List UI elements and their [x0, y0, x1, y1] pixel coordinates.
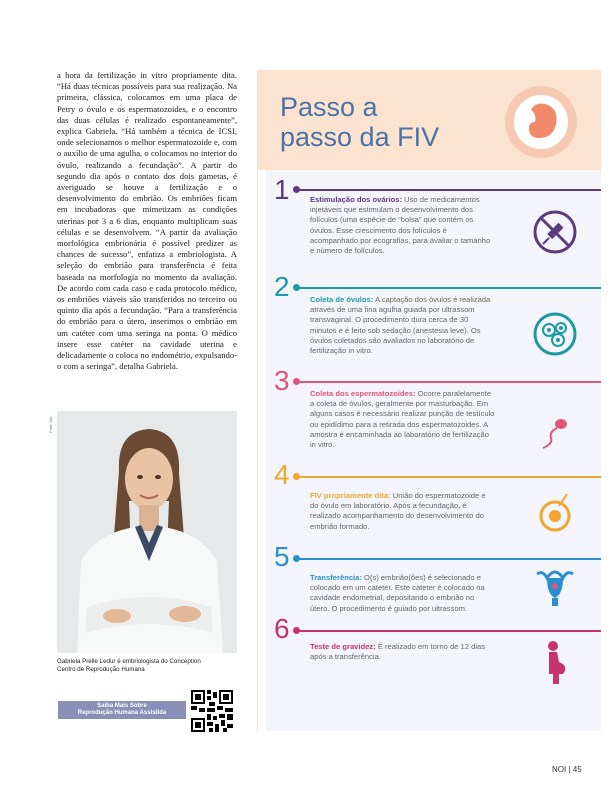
- step-title: Coleta dos espermatozoides:: [310, 389, 416, 398]
- infobox-title-line-2: passo da FIV: [280, 122, 440, 152]
- sperm-icon: [531, 406, 579, 454]
- step-description: Ocorre paralelamente a coleta de óvulos, geralmente por masturbação. Em alguns casos é necessário realizar punção de testículo ou epidídimo para a retirada dos espermatozoides. A amostra é encaminhada ao laboratório de fertilização in vitro.: [310, 389, 495, 450]
- egg-cells-icon: [531, 310, 579, 358]
- step-text: [310, 573, 495, 614]
- step-description: É realizado em torno de 12 dias após a transferência.: [310, 642, 486, 662]
- infobox-title-line-1: Passo a: [280, 92, 378, 122]
- step-text: [310, 295, 495, 356]
- step-number: 3: [274, 365, 290, 396]
- woman-portrait-illustration: [57, 411, 237, 653]
- infobox-title: [280, 92, 439, 152]
- step-text: [310, 491, 495, 532]
- step-title: FIV propriamente dita:: [310, 491, 391, 500]
- step-dot: [293, 627, 300, 634]
- step-divider: [294, 381, 601, 383]
- infobox-header: [258, 70, 601, 170]
- step-description: O(s) embrião(ões) é selecionado e colocado em um cateter. Este cateter é colocado na cavidade endometrial, depositando o embrião no útero. O procedimento é guiado por ultrassom.: [310, 573, 485, 613]
- article-body-text: a hora da fertilização in vitro propriamente dita. “Há duas técnicas possíveis para sua realização. Na primeira, clássica, colocamos em uma placa de Petry o óvulo e os espermatozoides, e o encontro das duas células é realizado espontaneamente”, explica Gabriela. “Há também a técnica de ICSI, onde selecionamos o melhor espermatozoide e, com o auxílio de uma agulha, o colocamos no interior do óvulo, realizando a fecundação”. A partir do segundo dia após o contato dos dois gametas, é averiguado se houve a fertilização e o desenvolvimento do embrião. Os embriões ficam em incubadoras que mimetizam as condições uterinas por 3 a 6 dias, enquanto multiplicam suas células e se desenvolvem. “A partir da avaliação morfológica embrionária é possível predizer as chances de sucesso”, enfatiza a embriologista. A seleção do embrião para transferência é feita baseada na morfologia no momento da avaliação. De acordo com cada caso e cada protocolo médico, os embriões viáveis são transferidos no terceiro ou quinto dia após a fecundação. “Para a transferência do embrião para o útero, inserimos o embrião em um catéter com uma seringa na ponta. O médico insere esse catéter na cavidade uterina e delicadamente o coloca no endométrio, expulsando-o com a seringa”, detalha Gabriela.: [57, 70, 237, 372]
- step-number: 5: [274, 541, 290, 572]
- step-text: [310, 195, 495, 256]
- qr-label: [58, 701, 186, 719]
- step-divider: [294, 558, 601, 560]
- photo-credit: Foto: Div.: [48, 416, 53, 433]
- step-description: A captação dos óvulos é realizada através de uma fina agulha guiada por ultrassom transvaginal. O procedimento dura cerca de 30 minutos e é feito sob sedação (anestesia leve). Os óvulos coletados são avaliados no laboratório de fertilização in vitro.: [310, 295, 491, 356]
- step-text: [310, 389, 495, 450]
- qr-label-line-2: Reprodução Humana Assistida: [77, 710, 167, 716]
- step-divider: [294, 476, 601, 478]
- step-dot: [293, 473, 300, 480]
- step-dot: [293, 284, 300, 291]
- fertilized-egg-icon: [531, 490, 579, 538]
- step-title: Coleta de óvulos:: [310, 295, 374, 304]
- step-number: 1: [274, 174, 290, 205]
- caption-line-1: Gabriela Prelle Ledur é embriologista do Conception: [57, 658, 201, 665]
- no-injection-icon: [531, 208, 579, 256]
- uterus-icon: [531, 564, 579, 612]
- step-dot: [293, 186, 300, 193]
- step-text: [310, 642, 495, 662]
- step-dot: [293, 555, 300, 562]
- step-number: 6: [274, 613, 290, 644]
- step-title: Transferência:: [310, 573, 362, 582]
- step-divider: [294, 287, 601, 289]
- step-divider: [294, 189, 601, 191]
- step-number: 2: [274, 271, 290, 302]
- pregnant-woman-icon: [531, 638, 579, 686]
- embryo-icon: [501, 82, 581, 162]
- step-description: Uso de medicamentos injetáveis que estimulam o desenvolvimento dos folículos (uma espécie de “bolsa” que contém os óvulos. Esse crescimento dos folículos é acompanhado por ecografias, para avaliar o tamanho e número de folículos.: [310, 195, 491, 256]
- qr-code[interactable]: [191, 690, 233, 732]
- step-divider: [294, 630, 601, 632]
- qr-label-line-1: Saiba Mais Sobre: [97, 703, 147, 709]
- portrait-photo: [57, 411, 237, 653]
- page-number: NOI | 45: [552, 765, 582, 774]
- step-title: Estimulação dos ovários:: [310, 195, 402, 204]
- step-title: Teste de gravidez:: [310, 642, 376, 651]
- caption-line-2: Centro de Reprodução Humana: [57, 666, 145, 673]
- fiv-steps-infobox: [257, 70, 601, 731]
- photo-caption: [57, 658, 247, 674]
- step-dot: [293, 378, 300, 385]
- step-description: União do espermatozoide e do óvulo em laboratório. Após a fecundação, é realizado acompanhamento do desenvolvimento do embrião formado.: [310, 491, 486, 531]
- step-number: 4: [274, 459, 290, 490]
